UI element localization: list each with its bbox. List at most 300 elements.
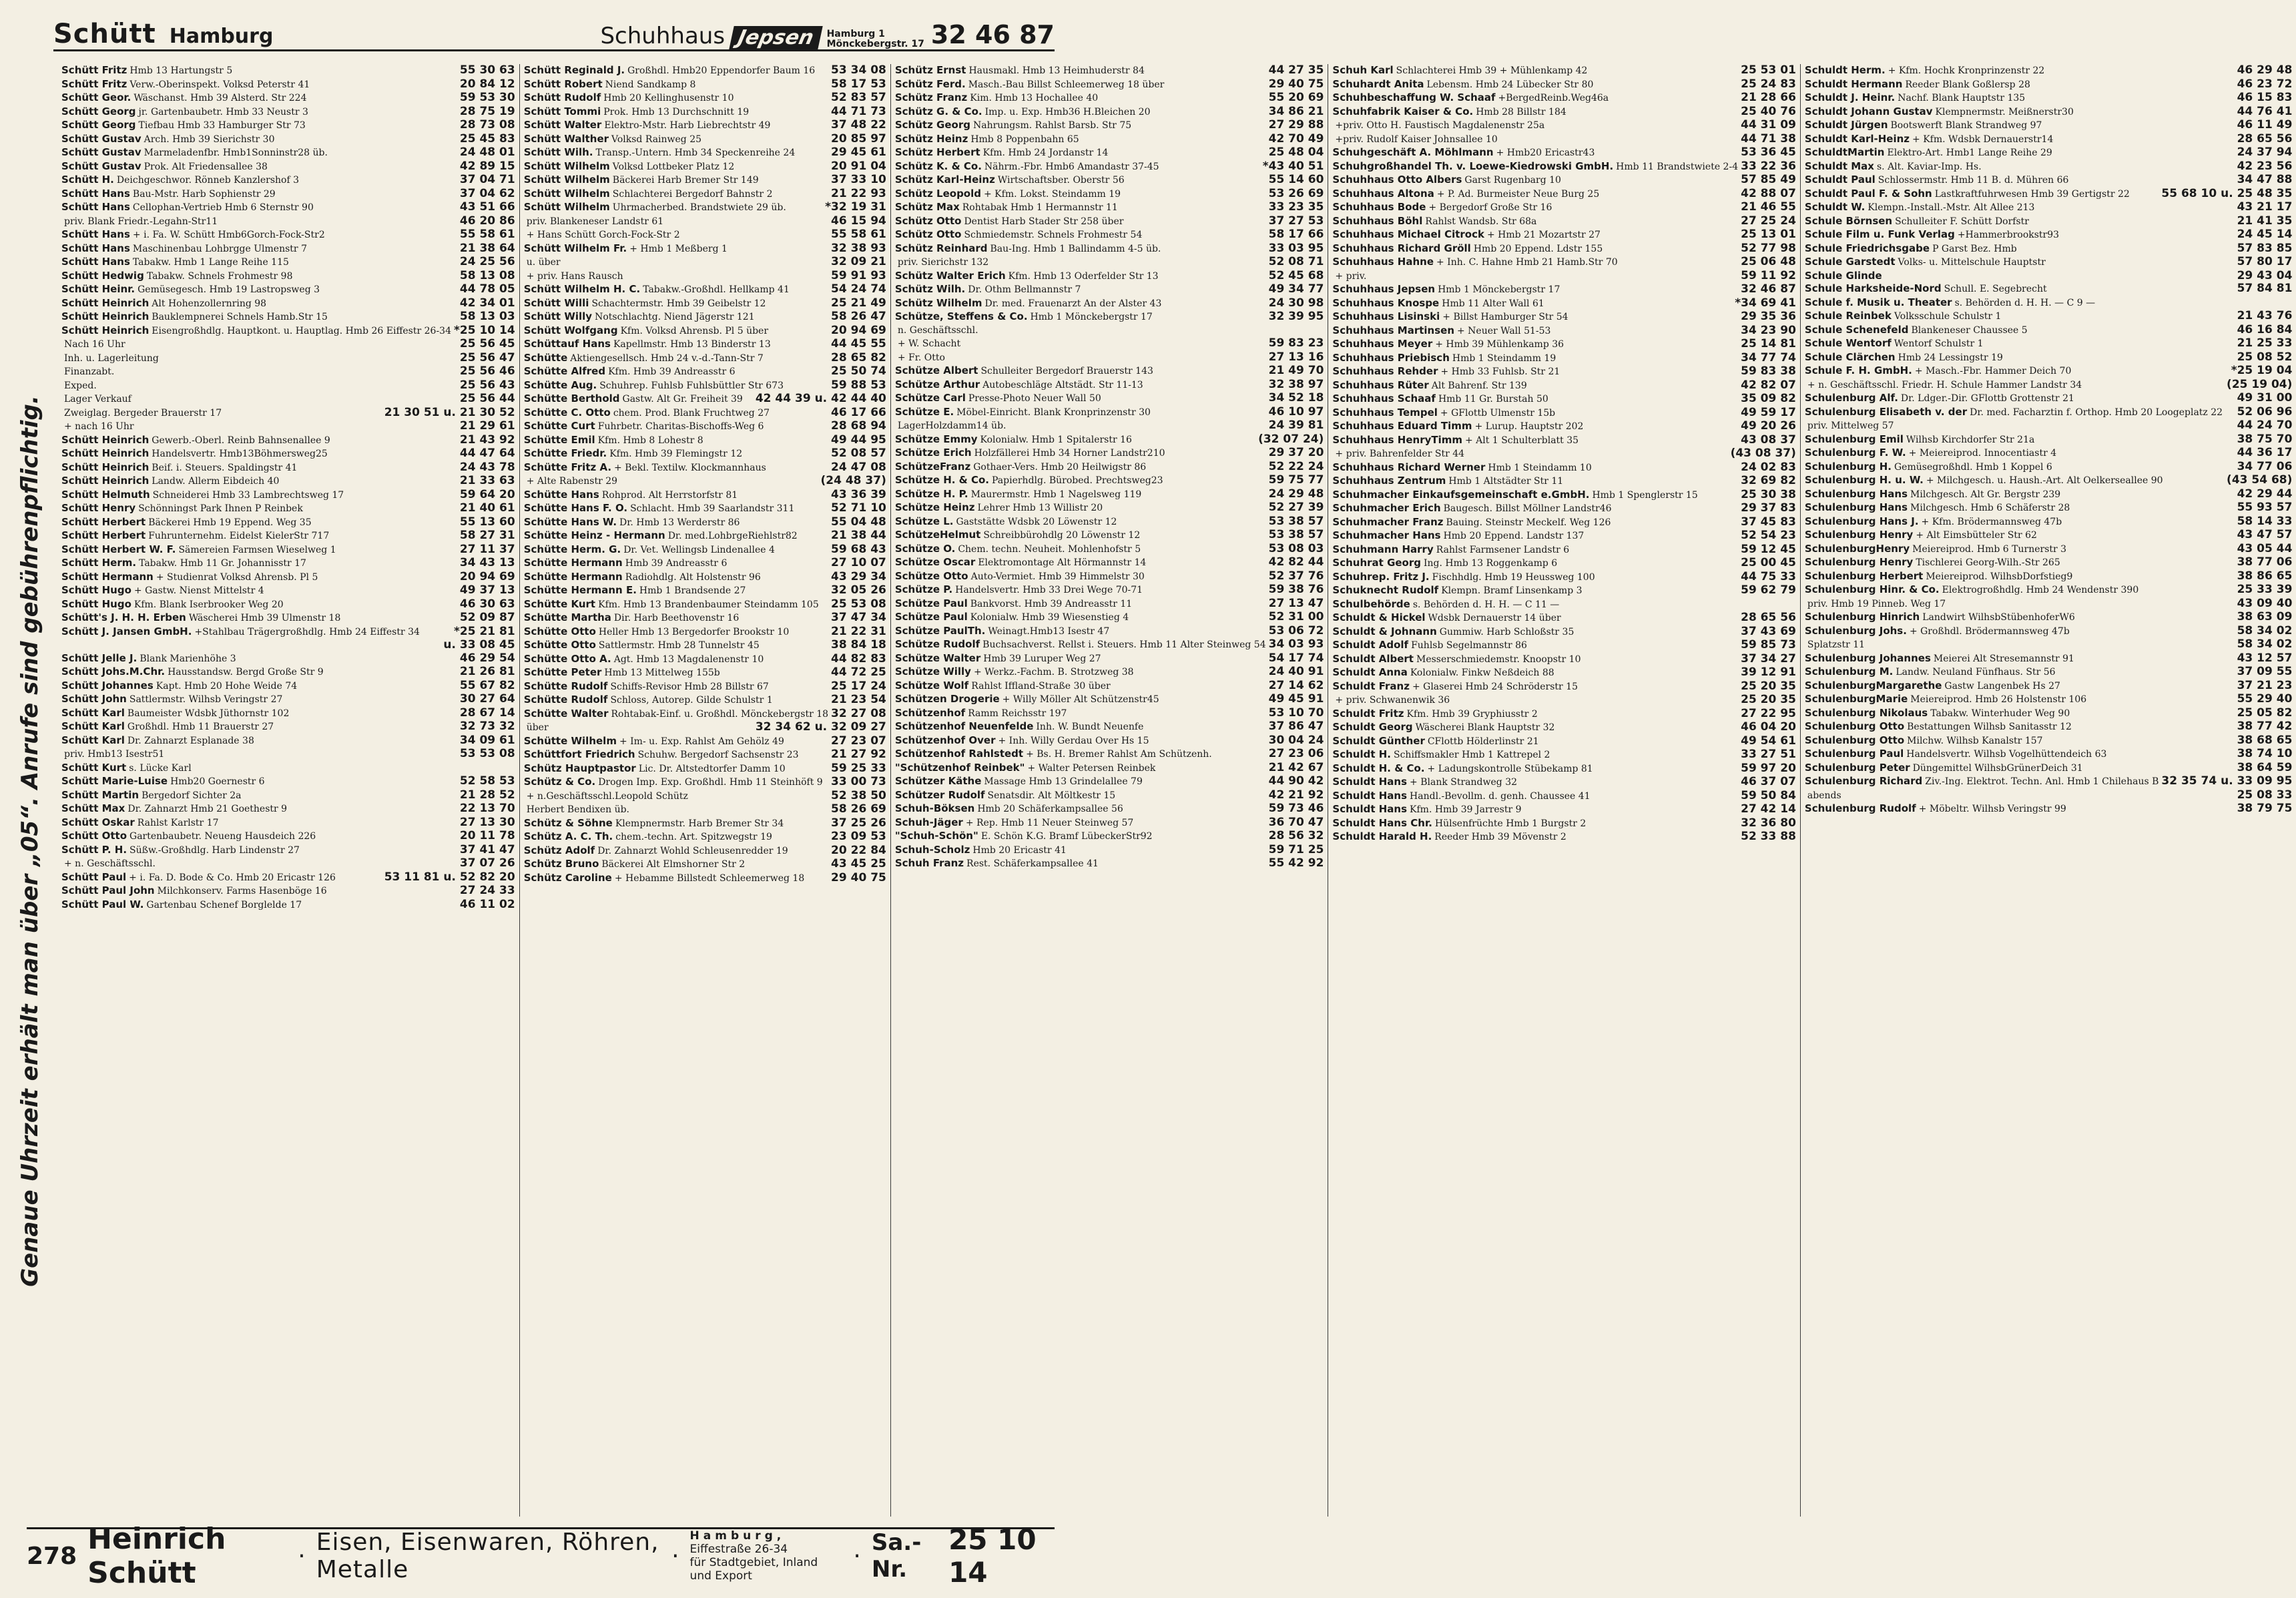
entry-description: Hausmakl. Hmb 13 Heimhuderstr 84: [968, 65, 1145, 76]
entry-phone-number: 52 83 57: [831, 91, 886, 104]
entry-phone-number: 42 89 15: [459, 159, 515, 173]
entry-phone-number: 24 02 83: [1741, 460, 1796, 474]
entry-name: Schuldt Paul F. & Sohn: [1804, 187, 1932, 200]
entry-name: Schütt Karl: [61, 734, 125, 746]
directory-entry: [524, 105, 886, 119]
entry-description: Masch.-Bau Billst Schleemerweg 18 über: [968, 79, 1165, 90]
entry-phone-number: 27 13 47: [1268, 596, 1324, 610]
entry-description: + Kfm. Brödermannsweg 47b: [1921, 516, 2062, 527]
entry-description: Hmb 1 Mönckebergstr 17: [1438, 284, 1560, 295]
entry-name: Schuldt Hans: [1332, 803, 1408, 815]
entry-name: Schütt Herbert: [61, 515, 146, 528]
directory-entry: [61, 256, 515, 270]
directory-entry: [1805, 461, 2292, 475]
entry-name: Schütt Hans: [61, 228, 130, 240]
entry-description: Maschinenbau Lohbrgge Ulmenstr 7: [132, 243, 307, 254]
entry-phone-number: 53 34 08: [831, 63, 886, 77]
entry-name: Schulenburg Johannes: [1804, 651, 1931, 664]
directory-entry: [1332, 803, 1796, 817]
directory-entry: [1805, 474, 2292, 488]
entry-phone-number: 37 45 83: [1741, 515, 1796, 529]
entry-phone-number: 34 09 61: [459, 733, 515, 747]
entry-name: Schuhmacher Erich: [1332, 502, 1441, 514]
entry-description: Alt Hohenzollernring 98: [152, 298, 267, 309]
directory-entry: [1332, 407, 1796, 421]
entry-description: + Möbeltr. Wilhsb Veringstr 99: [1918, 804, 2066, 814]
entry-name: SchulenburgHenry: [1804, 542, 1910, 555]
entry-description: priv. Blank Friedr.-Legahn-Str11: [64, 216, 218, 227]
directory-entry: [1805, 734, 2292, 748]
entry-description: Nährm.-Fbr. Hmb6 Amandastr 37-45: [984, 161, 1159, 172]
entry-phone-number: (43 54 68): [2227, 473, 2293, 487]
directory-entry: [895, 693, 1324, 707]
directory-entry: [1805, 270, 2292, 283]
entry-description: Baugesch. Billst Möllner Landstr46: [1443, 503, 1612, 514]
directory-entry: [1805, 625, 2292, 639]
entry-phone-number: 59 83 23: [1268, 336, 1324, 350]
entry-phone-number: 36 70 47: [1268, 815, 1324, 829]
directory-entry: [1805, 762, 2292, 776]
directory-entry: [1805, 433, 2292, 447]
directory-entry: [524, 571, 886, 585]
entry-phone-number: 58 13 03: [459, 310, 515, 323]
entry-name: Schütte Aug.: [523, 378, 597, 391]
directory-entry: [1332, 735, 1796, 749]
entry-description: Dr. Othm Bellmannstr 7: [968, 284, 1081, 295]
directory-entry: [524, 516, 886, 530]
directory-entry: [895, 91, 1324, 105]
entry-phone-number: 44 27 35: [1268, 63, 1324, 77]
entry-name: Schütz Heinz: [894, 132, 968, 145]
entry-name: Schütze Arthur: [894, 378, 980, 390]
entry-phone-number: 21 43 92: [459, 433, 515, 447]
entry-phone-number: (24 48 37): [820, 474, 886, 487]
entry-name: Schütz Caroline: [523, 871, 612, 884]
entry-description: + Glaserei Hmb 24 Schröderstr 15: [1412, 681, 1578, 692]
entry-phone-number: *25 19 04: [2231, 364, 2293, 377]
entry-phone-number: 37 41 47: [459, 842, 515, 856]
directory-entry: [524, 160, 886, 174]
entry-phone-number: 55 13 60: [459, 515, 515, 529]
entry-description: + P. Ad. Burmeister Neue Burg 25: [1436, 188, 1600, 200]
entry-phone-number: 57 83 85: [2237, 241, 2293, 255]
entry-description: Heller Hmb 13 Bergedorfer Brookstr 10: [598, 626, 790, 637]
entry-description: Kim. Hmb 13 Hochallee 40: [970, 93, 1099, 103]
entry-description: Dr. Ldger.-Dir. GFlottb Grottenstr 21: [1900, 393, 2074, 404]
entry-name: Schütz G. & Co.: [894, 105, 982, 117]
entry-phone-number: 25 13 01: [1741, 228, 1796, 241]
entry-description: Landw. Allerm Eibdeich 40: [152, 476, 280, 487]
entry-name: Schütt Heinrich: [61, 310, 150, 322]
entry-phone-number: 58 34 02: [2237, 623, 2293, 637]
entry-description: +priv. Rudolf Kaiser Johnsallee 10: [1335, 134, 1498, 145]
directory-entry: [895, 707, 1324, 721]
directory-entry: [1332, 666, 1796, 680]
directory-entry: [524, 680, 886, 694]
entry-name: Schütt Karl: [61, 706, 125, 719]
entry-description: +priv. Otto H. Faustisch Magdalenenstr 25a: [1335, 120, 1545, 131]
entry-phone-number: 46 16 84: [2237, 322, 2293, 336]
entry-description: Sattlermstr. Wilhsb Veringstr 27: [129, 694, 283, 705]
directory-entry: [61, 775, 515, 789]
entry-name: Schüttauf Hans: [523, 338, 611, 350]
entry-description: + Gastw. Nienst Mittelstr 4: [133, 585, 264, 596]
entry-description: Rahlst Karlstr 17: [137, 817, 219, 828]
entry-description: Nach 16 Uhr: [64, 339, 125, 350]
entry-name: Schuldt Franz: [1332, 680, 1410, 692]
directory-entry: [895, 789, 1324, 803]
entry-phone-number: 28 56 32: [1268, 829, 1324, 842]
entry-description: Tabakw.-Großhdl. Hellkamp 41: [643, 284, 790, 295]
entry-name: Schütt Hedwig: [61, 269, 144, 282]
entry-name: Schütt Reginald J.: [523, 64, 625, 76]
entry-name: SchulenburgMarie: [1804, 693, 1908, 705]
directory-entry: [1332, 817, 1796, 831]
directory-entry: [524, 242, 886, 256]
directory-entry: [1332, 680, 1796, 694]
directory-entry: [61, 434, 515, 448]
entry-name: Schütze Carl: [894, 392, 966, 404]
directory-entry: [1805, 488, 2292, 502]
directory-entry: [895, 188, 1324, 202]
entry-phone-number: 44 78 05: [459, 282, 515, 296]
entry-description: Meiereiprod. Hmb 26 Holstenstr 106: [1910, 694, 2087, 705]
directory-entry: [1805, 707, 2292, 721]
entry-description: Wäschanst. Hmb 39 Alsterd. Str 224: [133, 93, 307, 103]
entry-phone-number: 43 51 66: [459, 200, 515, 214]
entry-description: Meiereiprod. WilhsbDorfstieg9: [1926, 571, 2073, 582]
entry-name: Schütte Alfred: [523, 365, 606, 377]
entry-description: Alt Bahrenf. Str 139: [1431, 380, 1527, 391]
entry-name: Schütte Rudolf: [523, 694, 608, 706]
directory-entry: [1332, 529, 1796, 543]
directory-entry: [1332, 625, 1796, 639]
entry-phone-number: 21 46 55: [1741, 200, 1796, 214]
entry-description: Fuhrbetr. Charitas-Bischoffs-Weg 6: [597, 421, 764, 432]
directory-entry: [524, 434, 886, 448]
entry-phone-number: 46 30 63: [459, 597, 515, 611]
directory-entry: [1332, 215, 1796, 229]
entry-name: Schuhhaus Tempel: [1332, 406, 1438, 419]
entry-description: Hmb 13 Hartungstr 5: [129, 65, 233, 76]
entry-phone-number: 20 84 12: [459, 77, 515, 91]
entry-name: Schütz & Co.: [523, 776, 596, 788]
entry-name: Schulenburg Paul: [1804, 748, 1904, 760]
directory-entry: [895, 734, 1324, 748]
side-notice-text: Genaue Uhrzeit erhält man über „05“. Anrufe sind gebührenpflichtig.: [17, 395, 43, 1287]
entry-description: Auto-Vermiet. Hmb 39 Himmelstr 30: [970, 571, 1145, 582]
entry-name: Schuldt Karl-Heinz: [1804, 132, 1910, 145]
entry-description: priv. Hmb 19 Pinneb. Weg 17: [1807, 598, 1946, 609]
footer-ad-goods: Eisen, Eisenwaren, Röhren, Metalle: [316, 1529, 659, 1583]
entry-phone-number: 38 74 10: [2237, 747, 2293, 760]
entry-phone-number: *25 10 14: [454, 323, 515, 337]
entry-phone-number: 49 34 77: [1268, 282, 1324, 296]
entry-phone-number: 37 21 23: [2237, 678, 2293, 692]
entry-name: Schütze Oscar: [894, 556, 976, 568]
entry-name: Schützenhof Rahlstedt: [894, 748, 1024, 760]
entry-name: Schütt Karl: [61, 720, 125, 732]
entry-description: Bergedorf Sichter 2a: [141, 790, 242, 801]
entry-description: s. Alt. Kaviar-Imp. Hs.: [1876, 161, 1982, 172]
entry-name: Schuhrep. Fritz J.: [1332, 570, 1430, 583]
entry-name: Schuhhaus Otto Albers: [1332, 174, 1462, 186]
directory-entry: [524, 776, 886, 790]
entry-name: Schütze L.: [894, 515, 954, 527]
entry-phone-number: 25 56 47: [459, 350, 515, 364]
header-ad-brand-logo: Jepsen: [729, 26, 822, 49]
entry-description: Klempn.-Install.-Mstr. Alt Allee 213: [1868, 202, 2035, 213]
directory-entry: [61, 598, 515, 612]
entry-description: Fuhrunternehm. Eidelst KielerStr 717: [148, 531, 330, 541]
entry-phone-number: 25 48 04: [1268, 146, 1324, 159]
entry-phone-number: 44 76 41: [2237, 104, 2293, 118]
entry-description: Hmb 1 Steindamm 19: [1452, 352, 1556, 364]
entry-description: Hmb 20 Eppend. Landstr 137: [1443, 531, 1585, 541]
entry-description: Rohtabak-Einf. u. Großhdl. Mönckebergstr 18: [611, 708, 829, 720]
directory-entry: [524, 584, 886, 598]
entry-phone-number: 46 37 07: [1741, 775, 1796, 788]
entry-name: Schuknecht Rudolf: [1332, 584, 1439, 596]
entry-name: Schuldt Jürgen: [1804, 119, 1888, 131]
footer-separator: ·: [298, 1542, 306, 1570]
entry-description: Senatsdir. Alt Möltkestr 15: [987, 790, 1116, 801]
entry-phone-number: 59 50 84: [1741, 788, 1796, 802]
entry-name: Schulenburg Elisabeth v. der: [1804, 405, 1968, 418]
entry-description: Gemüsegroßhdl. Hmb 1 Koppel 6: [1894, 461, 2052, 473]
directory-entry: [1805, 406, 2292, 420]
entry-phone-number: 43 12 57: [2237, 651, 2293, 665]
directory-entry: [1805, 720, 2292, 734]
entry-name: Schuldt Hans Chr.: [1332, 816, 1432, 829]
entry-name: Schuh Franz: [894, 857, 964, 869]
directory-entry: [61, 844, 515, 858]
entry-phone-number: 25 56 44: [459, 392, 515, 405]
entry-phone-number: 59 53 30: [459, 91, 515, 104]
entry-phone-number: 46 11 02: [459, 897, 515, 911]
entry-description: Hmb 8 Poppenbahn 65: [970, 134, 1079, 145]
entry-phone-number: 34 43 13: [459, 556, 515, 569]
directory-entry: [1332, 571, 1796, 585]
entry-name: Schuhhaus Knospe: [1332, 296, 1440, 309]
directory-entry: [524, 543, 886, 557]
directory-entry: [1332, 228, 1796, 242]
entry-description: LagerHolzdamm14 üb.: [897, 421, 1007, 431]
entry-phone-number: 20 91 04: [831, 159, 886, 173]
directory-entry: [895, 64, 1324, 78]
entry-description: Schiffs-Revisor Hmb 28 Billstr 67: [610, 681, 769, 692]
entry-description: Garst Rugenbarg 10: [1464, 175, 1561, 186]
entry-name: Schuhhaus Meyer: [1332, 338, 1433, 350]
directory-entry: [1805, 364, 2292, 378]
directory-entry: [61, 78, 515, 92]
header-ad-name: Schuhhaus: [600, 23, 726, 49]
entry-description: Presse-Photo Neuer Wall 50: [968, 393, 1101, 404]
directory-entry: [895, 310, 1324, 324]
entry-description: Schulleiter Bergedorf Brauerstr 143: [980, 366, 1153, 376]
entry-name: Schuhhaus Zentrum: [1332, 475, 1446, 487]
directory-column: [1801, 64, 2296, 1517]
entry-phone-number: 21 29 61: [459, 419, 515, 433]
directory-entry: [1805, 133, 2292, 147]
directory-entry: [1805, 337, 2292, 351]
directory-entry: [61, 160, 515, 174]
directory-entry: [524, 803, 886, 817]
entry-phone-number: 38 63 09: [2237, 610, 2293, 623]
entry-name: Schule Glinde: [1804, 269, 1882, 282]
directory-entry: [895, 816, 1324, 830]
entry-description: Nachf. Blank Hauptstr 135: [1898, 93, 2026, 103]
entry-name: Schütze H. & Co.: [894, 474, 989, 486]
entry-phone-number: *34 69 41: [1735, 296, 1796, 310]
entry-phone-number: 21 23 54: [831, 693, 886, 706]
entry-phone-number: 24 29 48: [1268, 487, 1324, 501]
entry-description: + Hmb 21 Mozartstr 27: [1486, 230, 1601, 240]
directory-entry: [895, 378, 1324, 392]
directory-entry: [895, 256, 1324, 270]
entry-description: Elektrogroßhdlg. Hmb 24 Wendenstr 390: [1942, 585, 2139, 595]
directory-entry: [524, 447, 886, 461]
entry-name: Schuhhaus Altona: [1332, 187, 1434, 200]
entry-description: Hmb 1 Brandsende 27: [639, 585, 746, 596]
entry-name: Schuhhaus Michael Citrock: [1332, 228, 1484, 240]
entry-description: + priv.: [1335, 270, 1367, 282]
entry-name: Schütz Wilhelm: [894, 296, 982, 309]
entry-phone-number: 46 04 20: [1741, 720, 1796, 734]
entry-name: Schütte Otto: [523, 625, 596, 637]
directory-entry: [61, 489, 515, 503]
entry-phone-number: 32 69 82: [1741, 474, 1796, 487]
directory-entry: [524, 201, 886, 215]
entry-phone-number: 20 94 69: [459, 569, 515, 583]
entry-description: + Kfm. Wdsbk Dernauerstr14: [1912, 134, 2054, 145]
entry-phone-number: u. 33 08 45: [443, 638, 515, 651]
entry-description: Rahlst Wandsb. Str 68a: [1425, 216, 1537, 227]
entry-phone-number: 27 11 37: [459, 542, 515, 556]
directory-entry: [61, 283, 515, 297]
entry-phone-number: 43 21 17: [2237, 200, 2293, 214]
directory-entry: [524, 529, 886, 543]
entry-phone-number: 21 28 66: [1741, 91, 1796, 104]
directory-entry: [61, 64, 515, 78]
entry-phone-number: 37 47 34: [831, 611, 886, 624]
entry-phone-number: 32 46 87: [1741, 282, 1796, 296]
entry-phone-number: 58 27 31: [459, 529, 515, 542]
directory-entry: [895, 802, 1324, 816]
entry-phone-number: 37 25 26: [831, 816, 886, 830]
footer-ad-street: Eiffestraße 26-34: [689, 1543, 788, 1556]
entry-description: Messerschmiedemstr. Knoopstr 10: [1416, 653, 1581, 665]
directory-columns: [57, 63, 2293, 1517]
directory-entry: [1332, 119, 1796, 133]
entry-description: + GFlottb Ulmenstr 15b: [1440, 407, 1556, 419]
entry-phone-number: 30 27 64: [459, 692, 515, 706]
entry-description: Sämereien Farmsen Wieselweg 1: [178, 544, 336, 555]
directory-entry: [61, 816, 515, 830]
directory-entry: [895, 337, 1324, 351]
directory-entry: [1805, 693, 2292, 707]
entry-description: Herbert Bendixen üb.: [526, 804, 630, 815]
directory-entry: [1332, 653, 1796, 667]
directory-entry: [1332, 489, 1796, 503]
entry-name: Schulenburg Hinrich: [1804, 611, 1920, 623]
entry-description: Fischhdlg. Hmb 19 Heussweg 100: [1432, 571, 1595, 583]
directory-entry: [524, 461, 886, 475]
entry-description: u. über: [526, 257, 561, 268]
entry-description: Dentist Harb Stader Str 258 über: [964, 216, 1124, 227]
entry-description: + Milchgesch. u. Haush.-Art. Alt Oelkerseallee 90: [1926, 475, 2163, 486]
entry-phone-number: 27 29 88: [1268, 118, 1324, 131]
entry-description: + Werkz.-Fachm. B. Strotzweg 38: [973, 667, 1134, 678]
entry-description: Weinagt.Hmb13 Isestr 47: [988, 625, 1110, 637]
entry-name: Schuhardt Anita: [1332, 77, 1424, 90]
directory-entry: [61, 119, 515, 133]
entry-phone-number: 49 59 17: [1741, 405, 1796, 419]
entry-phone-number: 37 86 47: [1268, 720, 1324, 733]
entry-description: + Willy Möller Alt Schützenstr45: [1002, 694, 1159, 705]
entry-phone-number: 53 38 57: [1268, 514, 1324, 528]
directory-entry: [524, 270, 886, 284]
header-ad-phone: 32 46 87: [930, 20, 1055, 49]
entry-name: Schütt P. H.: [61, 843, 127, 856]
header-city: Hamburg: [169, 25, 274, 48]
entry-description: Bau-Mstr. Harb Sophienstr 29: [132, 188, 276, 200]
directory-entry: [61, 871, 515, 885]
entry-phone-number: (43 08 37): [1730, 447, 1796, 460]
directory-entry: [895, 665, 1324, 680]
directory-entry: [61, 475, 515, 489]
directory-entry: [895, 392, 1324, 406]
entry-phone-number: 34 77 06: [2237, 459, 2293, 473]
entry-name: "Schützenhof Reinbek": [894, 761, 1025, 774]
directory-entry: [1332, 64, 1796, 78]
entry-description: Dr. med.LohbrgeRiehlstr82: [667, 531, 798, 541]
entry-description: Rohtabak Hmb 1 Hermannstr 11: [962, 202, 1118, 213]
directory-entry: [1332, 748, 1796, 762]
directory-entry: [895, 297, 1324, 311]
entry-description: Milchgesch. Alt Gr. Bergstr 239: [1910, 489, 2061, 500]
directory-entry: [895, 638, 1324, 652]
entry-name: Schütz Reinhard: [894, 242, 988, 254]
entry-description: Handelsvertr. Wilhsb Vogelhüttendeich 63: [1906, 749, 2107, 760]
entry-description: Splatzstr 11: [1807, 639, 1866, 650]
directory-entry: [1332, 91, 1796, 105]
entry-phone-number: 43 45 25: [831, 857, 886, 870]
entry-name: Schulbehörde: [1332, 597, 1410, 610]
directory-entry: [61, 407, 515, 421]
entry-description: s. Behörden d. H. H. — C 9 —: [1954, 297, 2096, 308]
entry-description: Gastw Langenbek Hs 27: [1944, 680, 2060, 692]
entry-phone-number: 30 04 24: [1268, 733, 1324, 747]
entry-phone-number: 25 14 81: [1741, 337, 1796, 350]
entry-description: + Walter Petersen Reinbek: [1027, 762, 1156, 774]
entry-description: Elektro-Art. Hmb1 Lange Reihe 29: [1887, 148, 2052, 158]
entry-name: Schütze Heinz: [894, 501, 975, 513]
entry-phone-number: 28 65 56: [1741, 611, 1796, 624]
entry-description: +Hammerbrookstr93: [1957, 230, 2060, 240]
entry-description: Blankeneser Chaussee 5: [1911, 324, 2028, 336]
entry-phone-number: 44 24 70: [2237, 419, 2293, 432]
entry-name: Schütze Albert: [894, 364, 978, 376]
entry-phone-number: 58 17 66: [1268, 228, 1324, 241]
entry-phone-number: 52 31 00: [1268, 610, 1324, 623]
directory-entry: [895, 174, 1324, 188]
directory-entry: [1805, 188, 2292, 202]
directory-entry: [524, 338, 886, 352]
directory-entry: [524, 872, 886, 886]
entry-phone-number: 52 08 57: [831, 447, 886, 460]
entry-name: Schulenburg Emil: [1804, 433, 1904, 445]
